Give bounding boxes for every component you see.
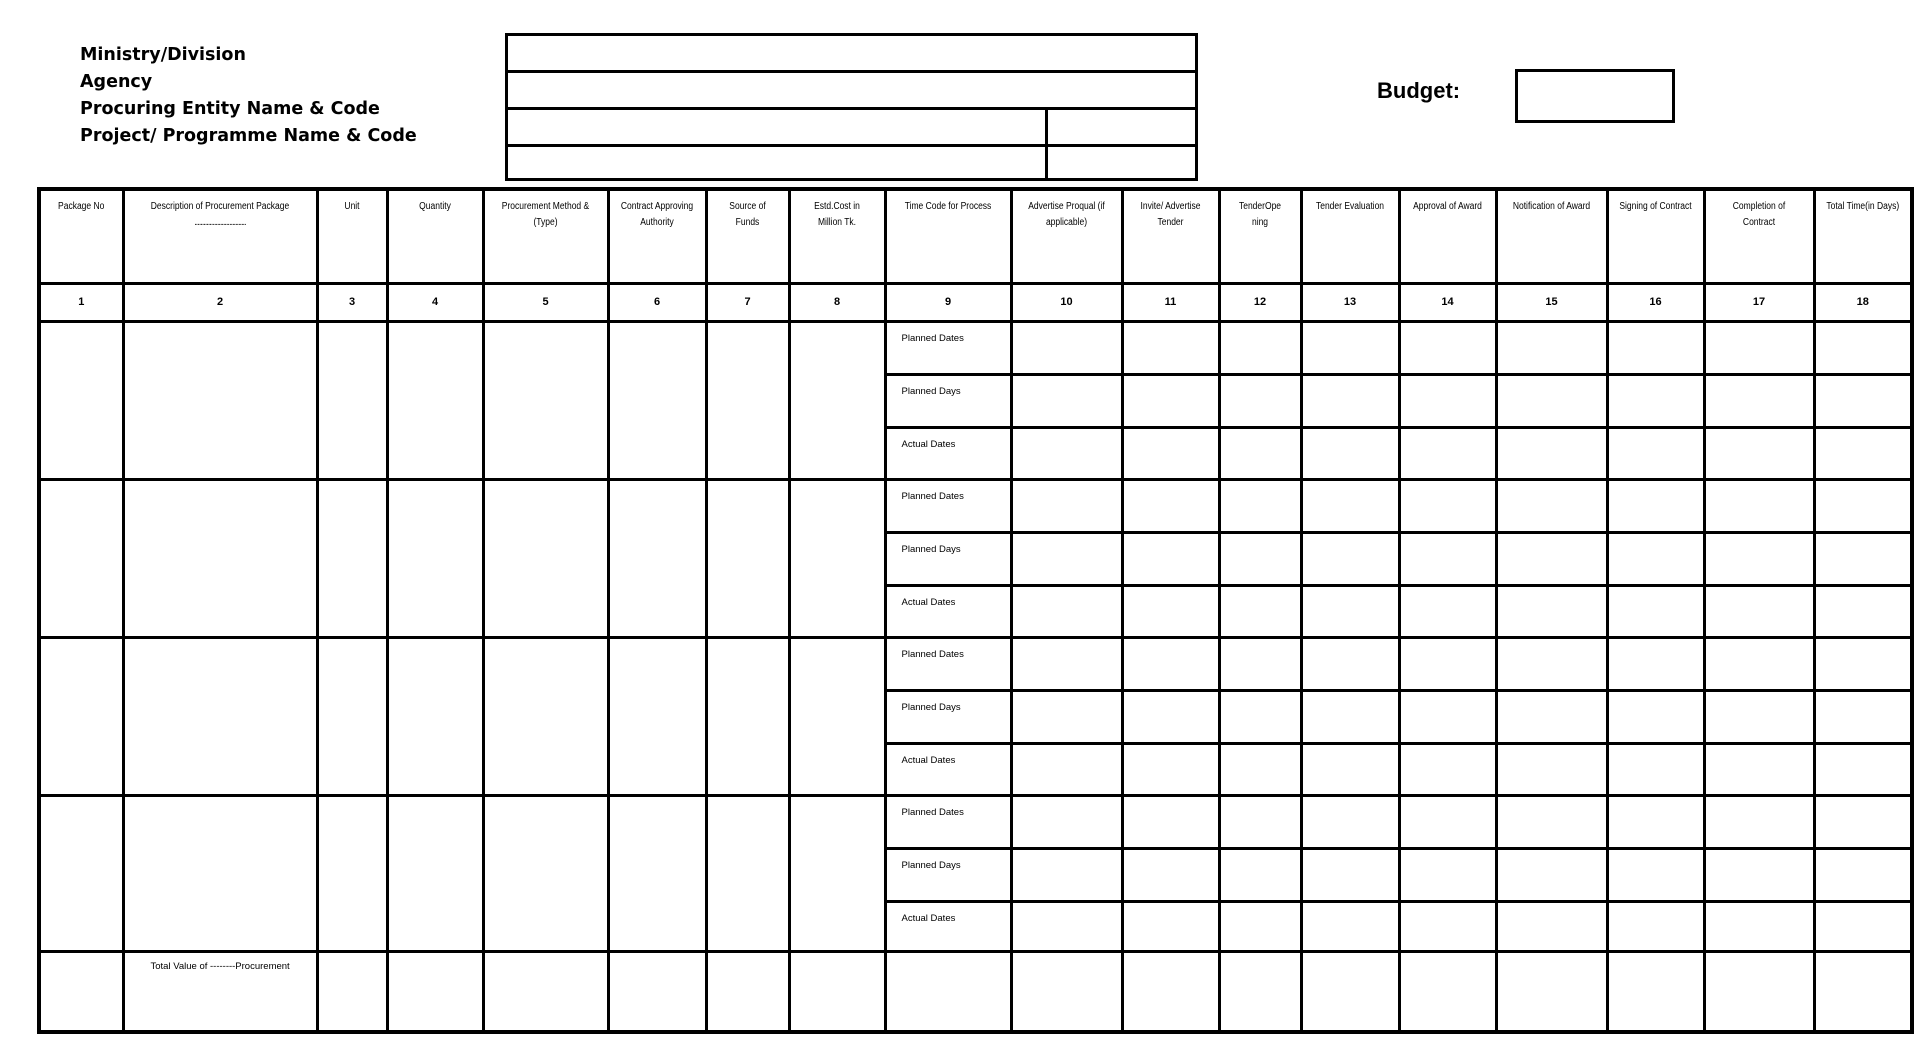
schedule-cell[interactable] — [1301, 532, 1399, 585]
schedule-cell[interactable] — [1122, 901, 1219, 951]
total-row — [39, 951, 1912, 1032]
schedule-cell[interactable] — [1496, 848, 1607, 901]
col-number: 13 — [1301, 283, 1399, 321]
col-number: 5 — [483, 283, 608, 321]
schedule-cell[interactable] — [1011, 637, 1122, 690]
col-header-description-label: Description of Procurement Package — [150, 201, 290, 212]
time-code-planned-days: Planned Days — [885, 848, 1011, 901]
time-code-actual-dates: Actual Dates — [885, 427, 1011, 479]
schedule-cell[interactable] — [1814, 427, 1912, 479]
schedule-cell[interactable] — [1814, 848, 1912, 901]
procuring-entity-code-field[interactable] — [1045, 107, 1198, 147]
time-code-planned-dates: Planned Dates — [885, 321, 1011, 374]
schedule-cell[interactable] — [1301, 795, 1399, 848]
package-no-cell[interactable] — [39, 479, 123, 637]
schedule-cell[interactable] — [1496, 690, 1607, 743]
schedule-cell[interactable] — [1496, 585, 1607, 637]
schedule-cell[interactable] — [1814, 690, 1912, 743]
header-entry-boxes — [505, 33, 1198, 181]
estimated-cost-cell[interactable] — [789, 321, 885, 479]
col-number: 11 — [1122, 283, 1219, 321]
schedule-cell[interactable] — [1814, 374, 1912, 427]
col-number: 10 — [1011, 283, 1122, 321]
total-cell[interactable] — [387, 951, 483, 1032]
schedule-cell[interactable] — [1607, 374, 1704, 427]
schedule-cell[interactable] — [1704, 795, 1814, 848]
schedule-cell[interactable] — [1301, 479, 1399, 532]
col-header-unit: Unit — [322, 189, 382, 283]
total-cell[interactable] — [1607, 951, 1704, 1032]
schedule-cell[interactable] — [1399, 479, 1496, 532]
approving-authority-cell[interactable] — [608, 479, 706, 637]
schedule-cell[interactable] — [1219, 795, 1301, 848]
schedule-cell[interactable] — [1607, 743, 1704, 795]
schedule-cell[interactable] — [1704, 427, 1814, 479]
schedule-cell[interactable] — [1301, 901, 1399, 951]
approving-authority-cell[interactable] — [608, 321, 706, 479]
schedule-cell[interactable] — [1814, 479, 1912, 532]
schedule-cell[interactable] — [1399, 637, 1496, 690]
col-header-description — [138, 189, 303, 283]
schedule-cell[interactable] — [1814, 532, 1912, 585]
schedule-cell[interactable] — [1399, 848, 1496, 901]
procurement-method-cell[interactable] — [483, 321, 608, 479]
col-number: 4 — [387, 283, 483, 321]
time-code-actual-dates: Actual Dates — [885, 585, 1011, 637]
procurement-plan-table — [37, 187, 1914, 1034]
quantity-cell[interactable] — [387, 479, 483, 637]
total-cell[interactable] — [1122, 951, 1219, 1032]
ministry-division-label: Ministry/Division — [80, 45, 246, 65]
project-code-field[interactable] — [1045, 144, 1198, 181]
schedule-cell[interactable] — [1122, 321, 1219, 374]
schedule-cell[interactable] — [1814, 743, 1912, 795]
schedule-cell[interactable] — [1607, 321, 1704, 374]
package-no-cell[interactable] — [39, 795, 123, 951]
unit-cell[interactable] — [317, 637, 387, 795]
schedule-cell[interactable] — [1219, 374, 1301, 427]
col-number: 18 — [1814, 283, 1912, 321]
schedule-cell[interactable] — [1496, 743, 1607, 795]
time-code-actual-dates: Actual Dates — [885, 743, 1011, 795]
schedule-cell[interactable] — [1704, 321, 1814, 374]
schedule-cell[interactable] — [1496, 795, 1607, 848]
schedule-cell[interactable] — [1607, 795, 1704, 848]
schedule-cell[interactable] — [1219, 479, 1301, 532]
schedule-cell[interactable] — [1814, 795, 1912, 848]
schedule-cell[interactable] — [1399, 795, 1496, 848]
total-cell[interactable] — [1704, 951, 1814, 1032]
schedule-cell[interactable] — [1219, 743, 1301, 795]
schedule-cell[interactable] — [1704, 743, 1814, 795]
schedule-cell[interactable] — [1301, 743, 1399, 795]
schedule-cell[interactable] — [1496, 637, 1607, 690]
col-number: 9 — [885, 283, 1011, 321]
schedule-cell[interactable] — [1607, 479, 1704, 532]
procuring-entity-name-field[interactable] — [505, 107, 1048, 147]
total-cell[interactable] — [1496, 951, 1607, 1032]
schedule-cell[interactable] — [1122, 374, 1219, 427]
schedule-cell[interactable] — [1122, 637, 1219, 690]
schedule-cell[interactable] — [1301, 637, 1399, 690]
schedule-cell[interactable] — [1814, 585, 1912, 637]
col-number: 15 — [1496, 283, 1607, 321]
schedule-cell[interactable] — [1219, 321, 1301, 374]
schedule-cell[interactable] — [1704, 374, 1814, 427]
schedule-cell[interactable] — [1607, 637, 1704, 690]
schedule-cell[interactable] — [1011, 795, 1122, 848]
source-of-funds-cell[interactable] — [706, 479, 789, 637]
package-no-cell[interactable] — [39, 637, 123, 795]
total-cell[interactable] — [885, 951, 1011, 1032]
col-header-notification-of-award: Notification of Award — [1504, 189, 1598, 283]
source-of-funds-cell[interactable] — [706, 637, 789, 795]
procurement-method-cell[interactable] — [483, 637, 608, 795]
schedule-cell[interactable] — [1607, 848, 1704, 901]
description-cell[interactable] — [123, 321, 317, 479]
schedule-cell[interactable] — [1607, 901, 1704, 951]
total-cost-cell[interactable] — [789, 951, 885, 1032]
schedule-cell[interactable] — [1607, 427, 1704, 479]
total-cell[interactable] — [1399, 951, 1496, 1032]
schedule-cell[interactable] — [1219, 427, 1301, 479]
schedule-cell[interactable] — [1399, 321, 1496, 374]
schedule-cell[interactable] — [1496, 427, 1607, 479]
schedule-cell[interactable] — [1122, 427, 1219, 479]
col-number: 2 — [123, 283, 317, 321]
schedule-cell[interactable] — [1814, 637, 1912, 690]
schedule-cell[interactable] — [1301, 374, 1399, 427]
col-header-source-of-funds: Source of Funds — [712, 189, 783, 283]
schedule-cell[interactable] — [1496, 532, 1607, 585]
schedule-cell[interactable] — [1011, 585, 1122, 637]
col-number: 6 — [608, 283, 706, 321]
total-cell[interactable] — [39, 951, 123, 1032]
package-row — [39, 637, 1912, 690]
schedule-cell[interactable] — [1814, 901, 1912, 951]
source-of-funds-cell[interactable] — [706, 321, 789, 479]
schedule-cell[interactable] — [1704, 585, 1814, 637]
schedule-cell[interactable] — [1011, 321, 1122, 374]
col-number: 17 — [1704, 283, 1814, 321]
schedule-cell[interactable] — [1122, 585, 1219, 637]
schedule-cell[interactable] — [1011, 848, 1122, 901]
schedule-cell[interactable] — [1122, 479, 1219, 532]
schedule-cell[interactable] — [1011, 743, 1122, 795]
col-header-total-time: Total Time(in Days) — [1821, 189, 1904, 283]
col-number: 8 — [789, 283, 885, 321]
schedule-cell[interactable] — [1704, 690, 1814, 743]
schedule-cell[interactable] — [1011, 532, 1122, 585]
total-cell[interactable] — [608, 951, 706, 1032]
description-cell[interactable] — [123, 479, 317, 637]
col-number: 7 — [706, 283, 789, 321]
schedule-cell[interactable] — [1122, 532, 1219, 585]
schedule-cell[interactable] — [1011, 427, 1122, 479]
estimated-cost-cell[interactable] — [789, 479, 885, 637]
col-header-tender-opening: TenderOpe ning — [1225, 189, 1295, 283]
col-header-advertise-proqual: Advertise Proqual (if applicable) — [1019, 189, 1113, 283]
ministry-division-field[interactable] — [505, 33, 1198, 73]
approving-authority-cell[interactable] — [608, 795, 706, 951]
schedule-cell[interactable] — [1704, 637, 1814, 690]
time-code-planned-days: Planned Days — [885, 690, 1011, 743]
schedule-cell[interactable] — [1496, 321, 1607, 374]
schedule-cell[interactable] — [1219, 532, 1301, 585]
schedule-cell[interactable] — [1219, 637, 1301, 690]
schedule-cell[interactable] — [1496, 479, 1607, 532]
schedule-cell[interactable] — [1399, 427, 1496, 479]
col-header-description-dots: .................................. — [194, 217, 246, 228]
package-row — [39, 479, 1912, 532]
quantity-cell[interactable] — [387, 795, 483, 951]
header-labels — [80, 42, 417, 150]
schedule-cell[interactable] — [1704, 479, 1814, 532]
column-number-row — [39, 283, 1912, 321]
unit-cell[interactable] — [317, 479, 387, 637]
description-cell[interactable] — [123, 795, 317, 951]
col-number: 16 — [1607, 283, 1704, 321]
project-programme-label: Project/ Programme Name & Code — [80, 126, 417, 146]
total-value-label: Total Value of --------Procurement — [123, 951, 317, 1032]
schedule-cell[interactable] — [1011, 374, 1122, 427]
col-header-estimated-cost: Estd.Cost in Million Tk. — [796, 189, 878, 283]
col-header-time-code: Time Code for Process — [894, 189, 1001, 283]
col-header-tender-evaluation: Tender Evaluation — [1308, 189, 1391, 283]
schedule-cell[interactable] — [1399, 690, 1496, 743]
time-code-planned-dates: Planned Dates — [885, 637, 1011, 690]
schedule-cell[interactable] — [1301, 585, 1399, 637]
col-header-signing-of-contract: Signing of Contract — [1614, 189, 1696, 283]
schedule-cell[interactable] — [1399, 532, 1496, 585]
schedule-cell[interactable] — [1011, 690, 1122, 743]
schedule-cell[interactable] — [1496, 374, 1607, 427]
total-cell[interactable] — [317, 951, 387, 1032]
quantity-cell[interactable] — [387, 321, 483, 479]
col-header-invite-advertise-tender: Invite/ Advertise Tender — [1129, 189, 1211, 283]
budget-label: Budget: — [1377, 78, 1461, 103]
schedule-cell[interactable] — [1607, 532, 1704, 585]
budget-field[interactable] — [1515, 69, 1675, 123]
procurement-method-cell[interactable] — [483, 479, 608, 637]
total-cell[interactable] — [1814, 951, 1912, 1032]
time-code-planned-dates: Planned Dates — [885, 795, 1011, 848]
time-code-planned-dates: Planned Dates — [885, 479, 1011, 532]
schedule-cell[interactable] — [1496, 901, 1607, 951]
col-header-approving-authority: Contract Approving Authority — [615, 189, 698, 283]
col-header-procurement-method: Procurement Method & (Type) — [492, 189, 598, 283]
time-code-actual-dates: Actual Dates — [885, 901, 1011, 951]
time-code-planned-days: Planned Days — [885, 532, 1011, 585]
schedule-cell[interactable] — [1399, 585, 1496, 637]
agency-label: Agency — [80, 72, 153, 92]
estimated-cost-cell[interactable] — [789, 637, 885, 795]
schedule-cell[interactable] — [1704, 848, 1814, 901]
schedule-cell[interactable] — [1122, 690, 1219, 743]
schedule-cell[interactable] — [1301, 848, 1399, 901]
agency-field[interactable] — [505, 70, 1198, 110]
source-of-funds-cell[interactable] — [706, 795, 789, 951]
schedule-cell[interactable] — [1704, 532, 1814, 585]
schedule-cell[interactable] — [1219, 901, 1301, 951]
schedule-cell[interactable] — [1399, 901, 1496, 951]
schedule-cell[interactable] — [1122, 795, 1219, 848]
col-header-quantity: Quantity — [394, 189, 476, 283]
schedule-cell[interactable] — [1219, 848, 1301, 901]
col-header-completion-of-contract: Completion of Contract — [1712, 189, 1806, 283]
procuring-entity-label: Procuring Entity Name & Code — [80, 99, 380, 119]
quantity-cell[interactable] — [387, 637, 483, 795]
description-cell[interactable] — [123, 637, 317, 795]
schedule-cell[interactable] — [1219, 690, 1301, 743]
package-no-cell[interactable] — [39, 321, 123, 479]
column-header-row — [39, 189, 1912, 283]
package-row — [39, 795, 1912, 848]
total-cell[interactable] — [1011, 951, 1122, 1032]
schedule-cell[interactable] — [1399, 743, 1496, 795]
schedule-cell[interactable] — [1399, 374, 1496, 427]
project-name-field[interactable] — [505, 144, 1048, 181]
schedule-cell[interactable] — [1122, 848, 1219, 901]
schedule-cell[interactable] — [1122, 743, 1219, 795]
schedule-cell[interactable] — [1011, 901, 1122, 951]
schedule-cell[interactable] — [1301, 321, 1399, 374]
col-number: 12 — [1219, 283, 1301, 321]
schedule-cell[interactable] — [1301, 690, 1399, 743]
estimated-cost-cell[interactable] — [789, 795, 885, 951]
unit-cell[interactable] — [317, 321, 387, 479]
col-number: 1 — [39, 283, 123, 321]
schedule-cell[interactable] — [1607, 690, 1704, 743]
col-number: 3 — [317, 283, 387, 321]
schedule-cell[interactable] — [1704, 901, 1814, 951]
total-cell[interactable] — [706, 951, 789, 1032]
total-cell[interactable] — [1219, 951, 1301, 1032]
total-cell[interactable] — [1301, 951, 1399, 1032]
unit-cell[interactable] — [317, 795, 387, 951]
schedule-cell[interactable] — [1219, 585, 1301, 637]
col-header-approval-of-award: Approval of Award — [1406, 189, 1488, 283]
approving-authority-cell[interactable] — [608, 637, 706, 795]
total-cell[interactable] — [483, 951, 608, 1032]
time-code-planned-days: Planned Days — [885, 374, 1011, 427]
package-row — [39, 321, 1912, 374]
schedule-cell[interactable] — [1607, 585, 1704, 637]
col-header-package-no: Package No — [45, 189, 116, 283]
schedule-cell[interactable] — [1814, 321, 1912, 374]
procurement-method-cell[interactable] — [483, 795, 608, 951]
schedule-cell[interactable] — [1011, 479, 1122, 532]
schedule-cell[interactable] — [1301, 427, 1399, 479]
col-number: 14 — [1399, 283, 1496, 321]
